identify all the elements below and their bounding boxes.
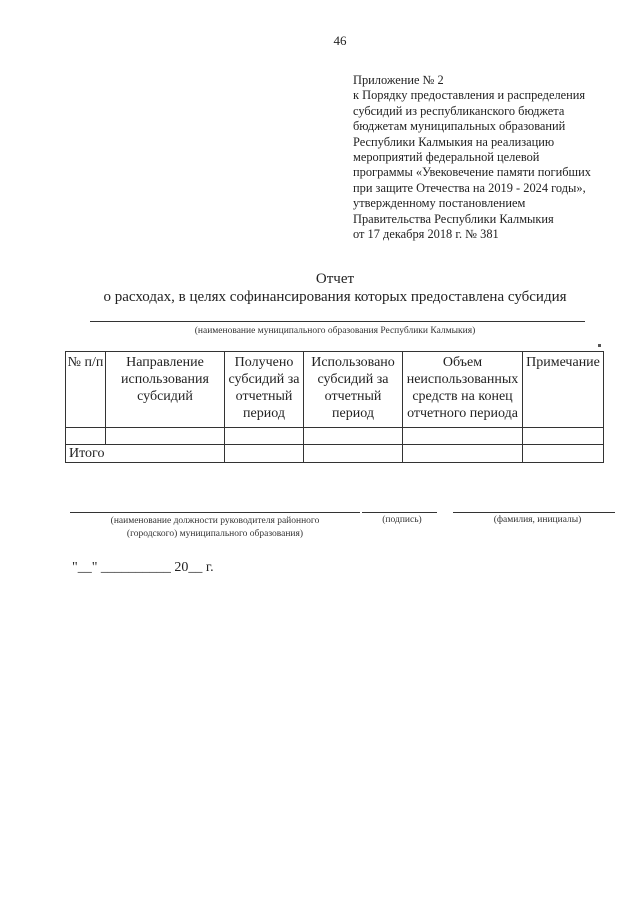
table-cell [403,445,523,463]
org-name-line [90,321,585,322]
table-cell [403,428,523,445]
table-cell [225,445,304,463]
appendix-line: утвержденному постановлением [353,196,526,211]
table-cell [523,428,604,445]
appendix-line: Республики Калмыкия на реализацию [353,134,555,149]
table-cell [304,445,403,463]
position-caption-line: (городского) муниципального образования) [126,529,304,539]
position-caption [70,515,360,541]
total-label-cell: Итого [66,445,225,463]
sign-caption: (подпись) [382,515,422,525]
appendix-line: бюджетам муниципальных образований [353,119,566,134]
table-cell [304,428,403,445]
appendix-line: Приложение № 2 [353,73,444,87]
header-cell-used: Использовано субсидий за отчетный период [304,352,403,428]
appendix-line: от 17 декабря 2018 г. № 381 [353,227,499,242]
appendix-line: программы «Увековечение памяти погибших [353,165,591,180]
appendix-line: субсидий из республиканского бюджета [353,103,565,118]
report-title: Отчет [315,271,355,287]
header-cell-unused: Объем неиспользованных средств на конец отчетного периода [403,352,523,428]
name-line [453,512,615,513]
report-table [65,351,604,463]
appendix-line: при защите Отечества на 2019 - 2024 годы», [353,180,586,195]
sign-line [362,512,437,513]
table-cell [66,428,106,445]
table-cell [523,445,604,463]
date-line: "__" __________ 20__ г. [72,560,214,575]
position-caption-line: (наименование должности руководителя районного [110,516,320,526]
position-signature-line [70,512,360,513]
header-cell-received: Получено субсидий за отчетный период [225,352,304,428]
table-cell [225,428,304,445]
report-subtitle: о расходах, в целях софинансирования которых предоставлена субсидия [103,289,567,305]
table-total-row [66,445,604,463]
appendix-line: мероприятий федеральной целевой [353,150,540,165]
appendix-line: Правительства Республики Калмыкия [353,211,554,226]
table-row [66,428,604,445]
table-header-row [66,352,604,428]
table-cell [106,428,225,445]
appendix-block [353,73,623,242]
header-cell-note: Примечание [523,352,604,428]
header-cell-number: № п/п [66,352,106,428]
scan-mark [598,344,601,347]
appendix-line: к Порядку предоставления и распределения [353,88,586,103]
org-name-caption: (наименование муниципального образования Республики Калмыкия) [194,326,476,336]
page-number: 46 [333,33,347,48]
name-caption: (фамилия, инициалы) [493,515,582,525]
header-cell-direction: Направление использования субсидий [106,352,225,428]
